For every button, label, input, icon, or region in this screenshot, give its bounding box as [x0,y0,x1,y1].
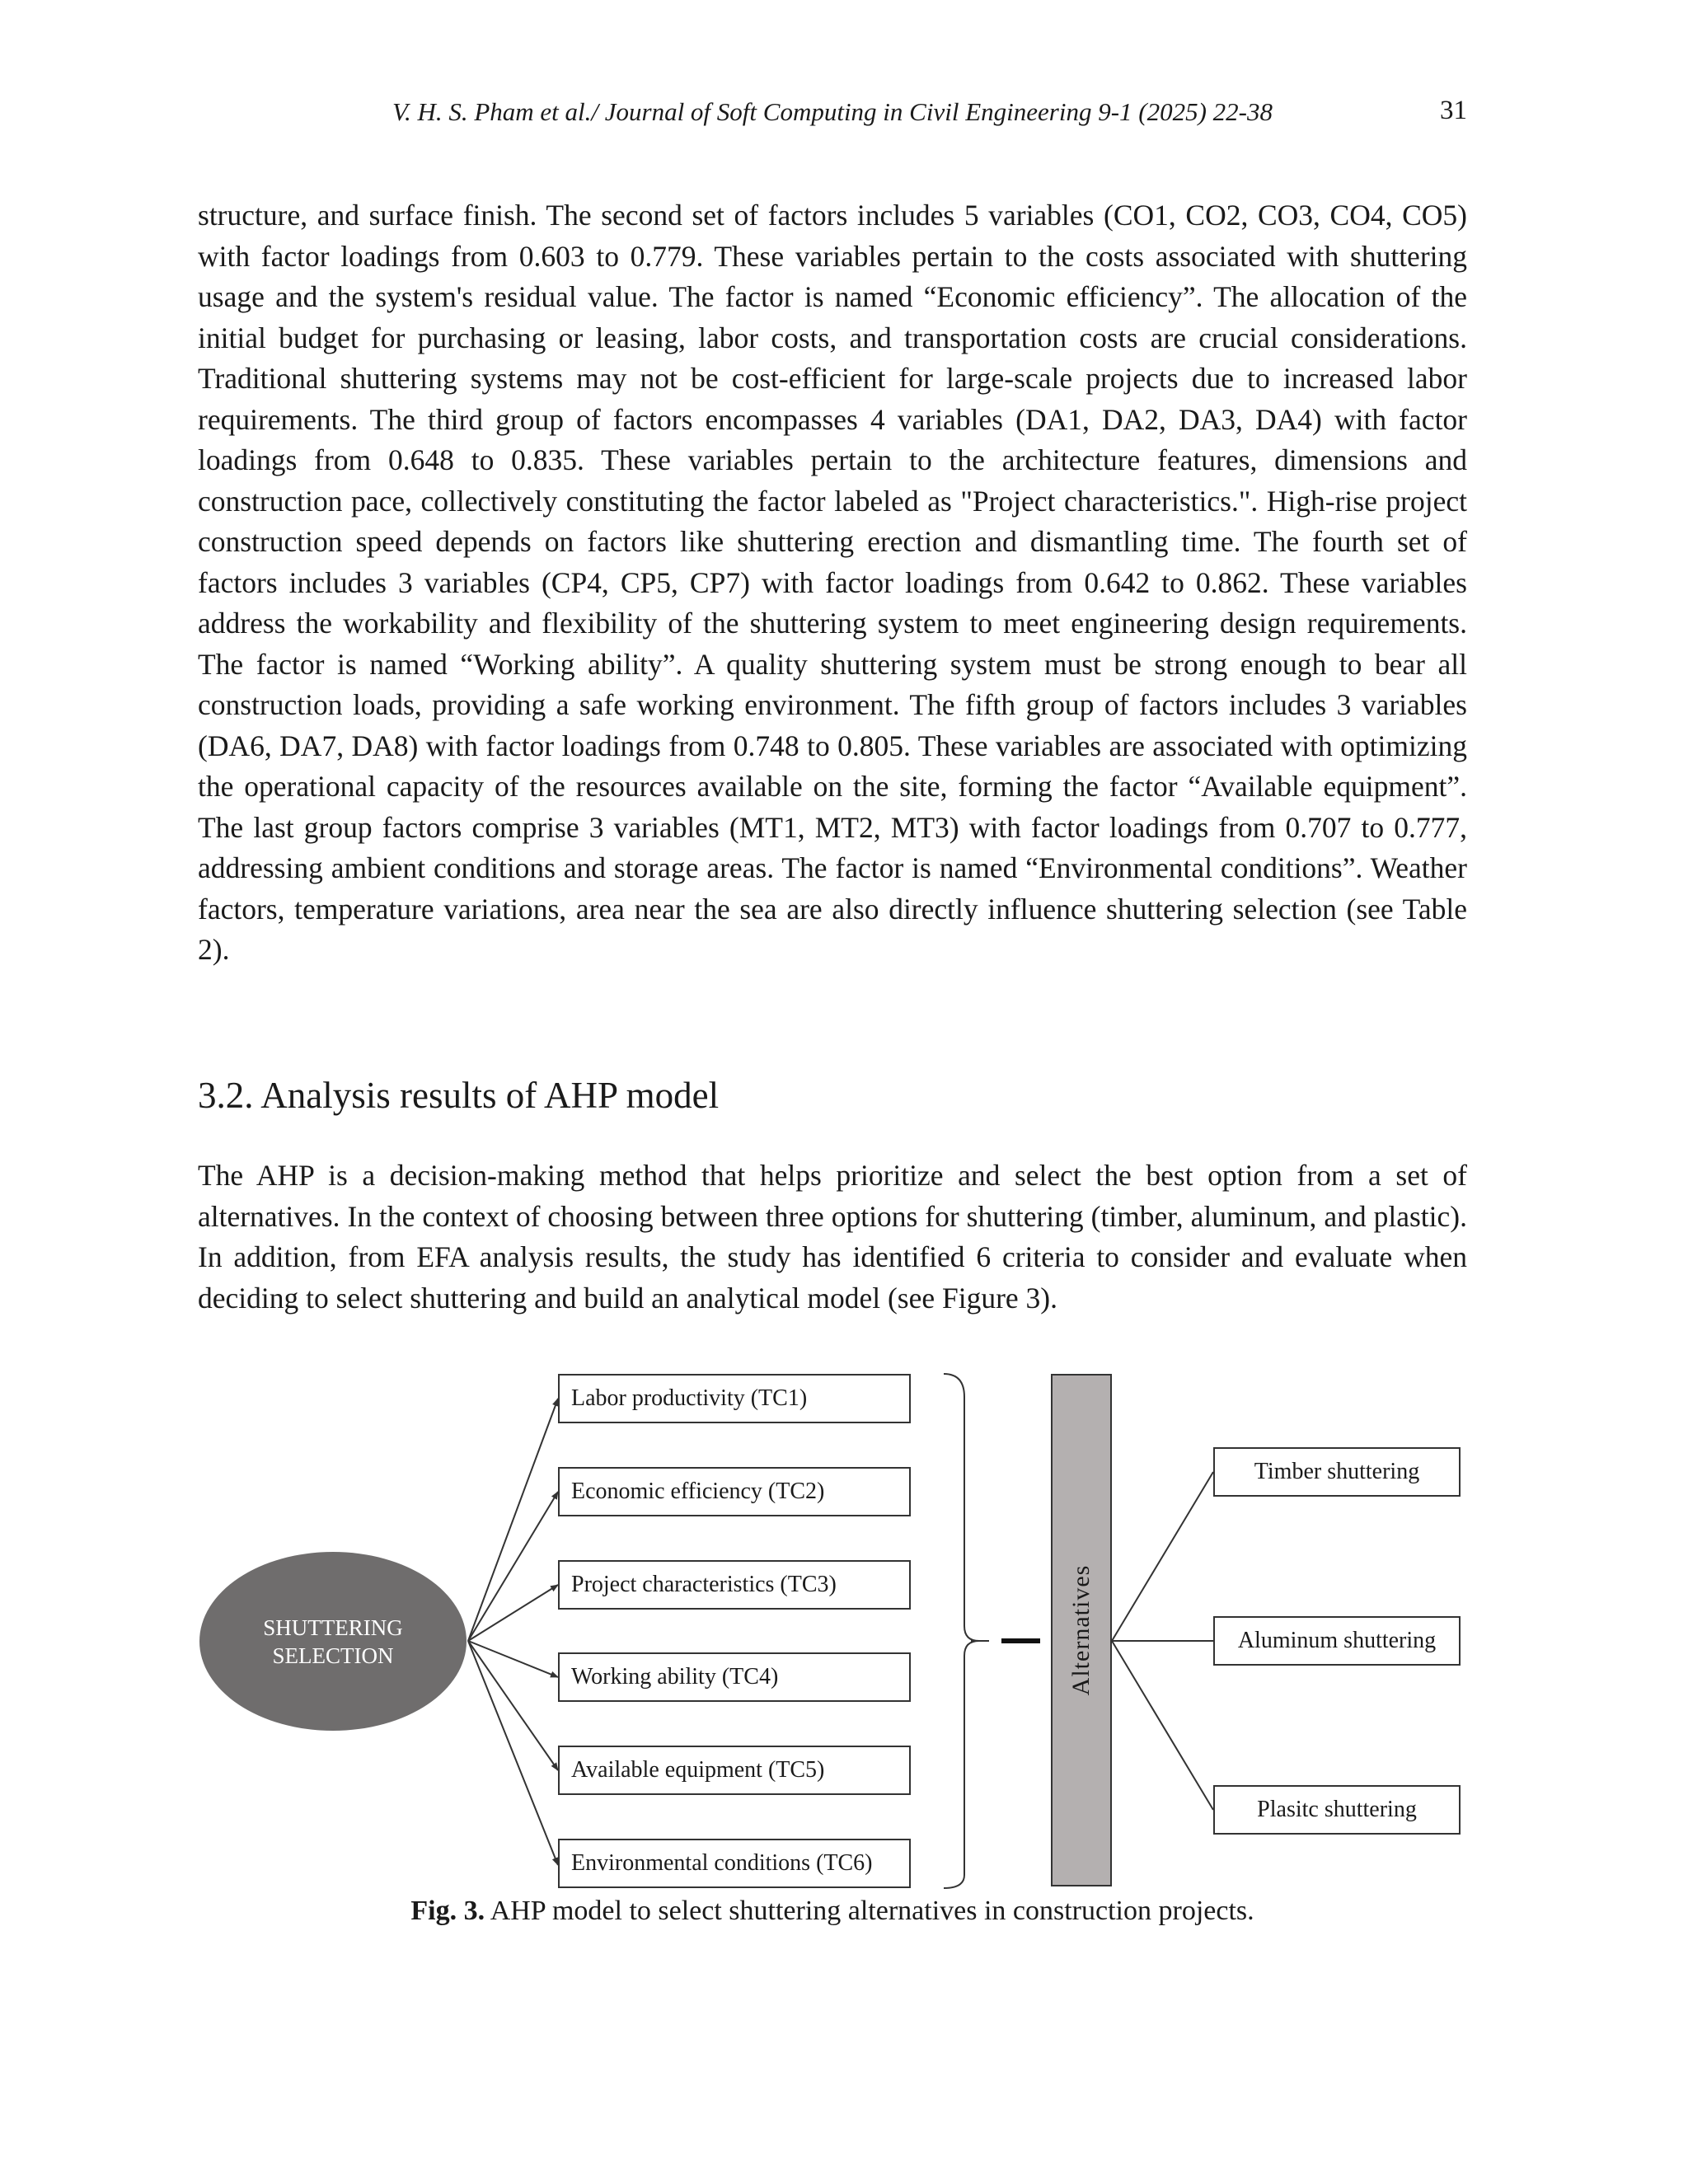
section-heading: 3.2. Analysis results of AHP model [198,1075,720,1116]
ahp-model-figure [198,1364,1484,1900]
criterion-box: Environmental conditions (TC6) [558,1839,911,1888]
body-paragraph-factors: structure, and surface finish. The second set of factors includes 5 variables (CO1, CO2, CO3, CO4, CO5) with factor loadings from 0.603 to 0.779. These variables pertain to the costs associated with shuttering usage and the system's residual value. The factor is named “Economic efficiency”. The allocation of the initial budget for purchasing or leasing, labor costs, and transportation costs are crucial considerations. Traditional shuttering systems may not be cost-efficient for large-scale projects due to increased labor requirements. The third group of factors encompasses 4 variables (DA1, DA2, DA3, DA4) with factor loadings from 0.648 to 0.835. These variables pertain to the architecture features, dimensions and construction pace, collectively constituting the factor labeled as "Project characteristics.". High-rise project construction speed depends on factors like shuttering erection and dismantling time. The fourth set of factors includes 3 variables (CP4, CP5, CP7) with factor loadings from 0.642 to 0.862. These variables address the workability and flexibility of the shuttering system to meet engineering design requirements. The factor is named “Working ability”. A quality shuttering system must be strong enough to bear all construction loads, providing a safe working environment. The fifth group of factors includes 3 variables (DA6, DA7, DA8) with factor loadings from 0.748 to 0.805. These variables are associated with optimizing the operational capacity of the resources available on the site, forming the factor “Available equipment”. The last group factors comprise 3 variables (MT1, MT2, MT3) with factor loadings from 0.707 to 0.777, addressing ambient conditions and storage areas. The factor is named “Environmental conditions”. Weather factors, temperature variations, area near the sea are also directly influence shuttering selection (see Table 2). [198,199,1467,966]
arrow-to-tc3 [468,1585,558,1641]
arrow-to-tc1 [468,1399,558,1641]
arrow-to-tc6 [468,1641,558,1865]
goal-label-line1: SHUTTERING [263,1615,403,1640]
alternatives-label: Alternatives [1067,1564,1095,1696]
goal-label-line2: SELECTION [272,1643,394,1668]
figure-caption [198,1896,1467,1927]
criterion-box: Economic efficiency (TC2) [558,1467,911,1516]
alternative-box: Aluminum shuttering [1213,1616,1461,1666]
alternatives-bar [1051,1374,1112,1886]
alternative-box: Timber shuttering [1213,1447,1461,1497]
body-paragraph-ahp: The AHP is a decision-making method that helps prioritize and select the best option from a set of alternatives. In the context of choosing between three options for shuttering (timber, aluminum, and plastic). In addition, from EFA analysis results, the study has identified 6 criteria to consider and evaluate when deciding to select shuttering and build an analytical model (see Figure 3). [198,1159,1467,1315]
goal-shuttering-selection [199,1552,467,1731]
criterion-box: Labor productivity (TC1) [558,1374,911,1423]
page-number: 31 [1440,96,1467,125]
alternative-box: Plasitc shuttering [1213,1785,1461,1835]
arrow-to-tc2 [468,1492,558,1641]
criterion-box: Available equipment (TC5) [558,1746,911,1795]
criteria-bracket [944,1374,979,1888]
alt-link-plastic [1112,1641,1213,1810]
criterion-box: Working ability (TC4) [558,1652,911,1702]
caption-label: Fig. 3. [410,1896,485,1926]
alt-link-timber [1112,1472,1213,1641]
criterion-box: Project characteristics (TC3) [558,1560,911,1610]
caption-text: AHP model to select shuttering alternatives in construction projects. [490,1896,1254,1926]
running-header: V. H. S. Pham et al./ Journal of Soft Computing in Civil Engineering 9-1 (2025) 22-38 [392,97,1273,126]
